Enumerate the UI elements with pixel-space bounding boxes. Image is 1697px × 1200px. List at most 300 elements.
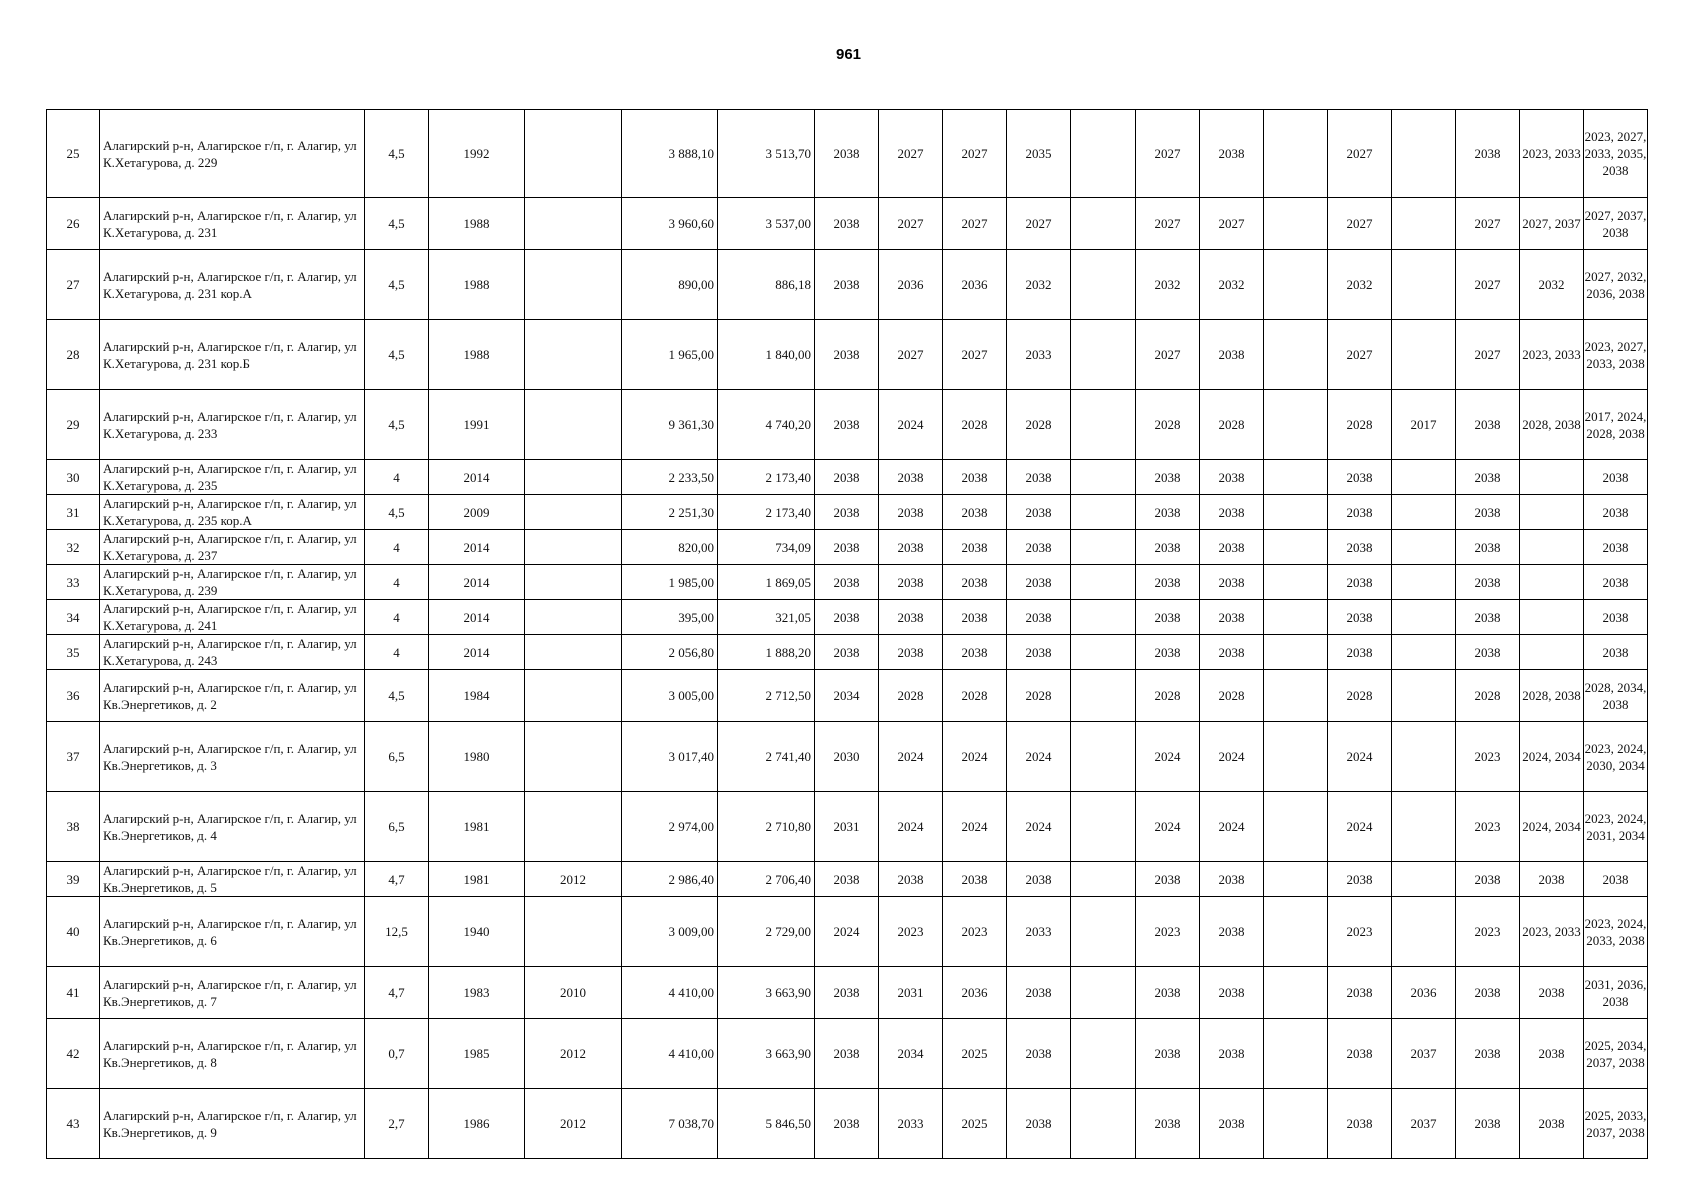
year-column-c12 (1071, 670, 1136, 722)
area-total-cell: 2 233,50 (622, 460, 718, 495)
area-total-cell: 3 960,60 (622, 198, 718, 250)
year-column-c12 (1071, 198, 1136, 250)
area-total-cell: 3 005,00 (622, 670, 718, 722)
year-built-cell: 1988 (429, 198, 525, 250)
year-column-c17 (1392, 792, 1456, 862)
year-column-c17 (1392, 862, 1456, 897)
year-column-c12 (1071, 792, 1136, 862)
year-column-c12 (1071, 390, 1136, 460)
year-column-c16: 2038 (1328, 460, 1392, 495)
year-column-c17: 2037 (1392, 1019, 1456, 1089)
year-column-c11: 2024 (1007, 722, 1071, 792)
year-column-c17: 2017 (1392, 390, 1456, 460)
row-number: 27 (47, 250, 100, 320)
table-row (47, 862, 1648, 897)
address-cell: Алагирский р-н, Алагирское г/п, г. Алагир, ул Кв.Энергетиков, д. 6 (100, 897, 365, 967)
area-living-cell: 2 173,40 (718, 460, 815, 495)
year-built-cell: 1991 (429, 390, 525, 460)
area-living-cell: 5 846,50 (718, 1089, 815, 1159)
year-column-c9: 2033 (879, 1089, 943, 1159)
year-column-c10: 2027 (943, 320, 1007, 390)
year-column-c20: 2023, 2027, 2033, 2038 (1584, 320, 1648, 390)
year-column-c9: 2024 (879, 390, 943, 460)
year-column-c17 (1392, 198, 1456, 250)
year-column-c19 (1520, 460, 1584, 495)
area-total-cell: 890,00 (622, 250, 718, 320)
year-column-c14: 2038 (1200, 967, 1264, 1019)
year-column-c8: 2034 (815, 670, 879, 722)
year-column-c8: 2038 (815, 635, 879, 670)
year-column-c11: 2038 (1007, 1089, 1071, 1159)
year-column-c13: 2038 (1136, 460, 1200, 495)
area-living-cell: 4 740,20 (718, 390, 815, 460)
year-column-c15 (1264, 495, 1328, 530)
year-column-c18: 2038 (1456, 495, 1520, 530)
year-column-c12 (1071, 862, 1136, 897)
year-column-c9: 2027 (879, 110, 943, 198)
year-column-c8: 2038 (815, 250, 879, 320)
year-column-c8: 2038 (815, 565, 879, 600)
year-column-c11: 2028 (1007, 670, 1071, 722)
year-column-c20: 2023, 2024, 2031, 2034 (1584, 792, 1648, 862)
year-column-c15 (1264, 320, 1328, 390)
address-cell: Алагирский р-н, Алагирское г/п, г. Алагир, ул Кв.Энергетиков, д. 8 (100, 1019, 365, 1089)
year-column-c10: 2036 (943, 967, 1007, 1019)
table-row (47, 110, 1648, 198)
year-column-c13: 2024 (1136, 792, 1200, 862)
year-column-c17 (1392, 600, 1456, 635)
year-column-c14: 2028 (1200, 390, 1264, 460)
year-column-c19 (1520, 565, 1584, 600)
year-cell (525, 110, 622, 198)
year-column-c15 (1264, 198, 1328, 250)
year-column-c9: 2034 (879, 1019, 943, 1089)
year-built-cell: 2014 (429, 635, 525, 670)
year-column-c15 (1264, 530, 1328, 565)
row-number: 30 (47, 460, 100, 495)
year-column-c17 (1392, 495, 1456, 530)
year-column-c10: 2038 (943, 600, 1007, 635)
year-column-c18: 2027 (1456, 250, 1520, 320)
row-number: 41 (47, 967, 100, 1019)
year-column-c18: 2038 (1456, 1019, 1520, 1089)
value-cell: 4 (365, 635, 429, 670)
year-column-c15 (1264, 897, 1328, 967)
address-cell: Алагирский р-н, Алагирское г/п, г. Алагир, ул К.Хетагурова, д. 231 (100, 198, 365, 250)
year-column-c14: 2038 (1200, 460, 1264, 495)
table-row (47, 1089, 1648, 1159)
year-column-c19 (1520, 600, 1584, 635)
year-column-c9: 2038 (879, 565, 943, 600)
year-column-c8: 2038 (815, 600, 879, 635)
table-row (47, 600, 1648, 635)
year-column-c11: 2028 (1007, 390, 1071, 460)
year-column-c11: 2038 (1007, 495, 1071, 530)
year-column-c18: 2023 (1456, 897, 1520, 967)
year-column-c20: 2031, 2036, 2038 (1584, 967, 1648, 1019)
value-cell: 4,7 (365, 862, 429, 897)
address-cell: Алагирский р-н, Алагирское г/п, г. Алагир, ул К.Хетагурова, д. 237 (100, 530, 365, 565)
year-cell: 2012 (525, 1019, 622, 1089)
year-column-c14: 2028 (1200, 670, 1264, 722)
address-cell: Алагирский р-н, Алагирское г/п, г. Алагир, ул Кв.Энергетиков, д. 4 (100, 792, 365, 862)
year-column-c16: 2038 (1328, 565, 1392, 600)
year-column-c17 (1392, 565, 1456, 600)
area-total-cell: 9 361,30 (622, 390, 718, 460)
address-cell: Алагирский р-н, Алагирское г/п, г. Алагир, ул К.Хетагурова, д. 243 (100, 635, 365, 670)
year-column-c14: 2032 (1200, 250, 1264, 320)
year-column-c8: 2038 (815, 1019, 879, 1089)
year-column-c12 (1071, 250, 1136, 320)
address-cell: Алагирский р-н, Алагирское г/п, г. Алагир, ул К.Хетагурова, д. 233 (100, 390, 365, 460)
value-cell: 4,5 (365, 495, 429, 530)
area-total-cell: 1 965,00 (622, 320, 718, 390)
year-column-c17 (1392, 320, 1456, 390)
year-built-cell: 1988 (429, 320, 525, 390)
year-column-c19: 2028, 2038 (1520, 390, 1584, 460)
year-column-c20: 2023, 2027, 2033, 2035, 2038 (1584, 110, 1648, 198)
year-column-c10: 2027 (943, 110, 1007, 198)
table-row (47, 792, 1648, 862)
year-column-c12 (1071, 897, 1136, 967)
year-column-c9: 2038 (879, 460, 943, 495)
row-number: 35 (47, 635, 100, 670)
year-built-cell: 2014 (429, 530, 525, 565)
year-column-c11: 2032 (1007, 250, 1071, 320)
year-column-c9: 2038 (879, 600, 943, 635)
year-column-c16: 2038 (1328, 495, 1392, 530)
area-total-cell: 3 009,00 (622, 897, 718, 967)
year-column-c13: 2024 (1136, 722, 1200, 792)
value-cell: 4,5 (365, 320, 429, 390)
year-built-cell: 1980 (429, 722, 525, 792)
year-column-c11: 2035 (1007, 110, 1071, 198)
year-column-c17 (1392, 635, 1456, 670)
year-column-c18: 2038 (1456, 1089, 1520, 1159)
year-column-c8: 2038 (815, 390, 879, 460)
value-cell: 4,5 (365, 390, 429, 460)
year-column-c15 (1264, 565, 1328, 600)
year-column-c8: 2038 (815, 495, 879, 530)
area-living-cell: 886,18 (718, 250, 815, 320)
year-column-c9: 2038 (879, 495, 943, 530)
year-column-c13: 2023 (1136, 897, 1200, 967)
year-built-cell: 1986 (429, 1089, 525, 1159)
area-total-cell: 820,00 (622, 530, 718, 565)
year-column-c13: 2038 (1136, 967, 1200, 1019)
year-column-c16: 2038 (1328, 530, 1392, 565)
year-built-cell: 1983 (429, 967, 525, 1019)
year-column-c16: 2024 (1328, 722, 1392, 792)
row-number: 25 (47, 110, 100, 198)
year-column-c11: 2038 (1007, 600, 1071, 635)
year-column-c18: 2038 (1456, 530, 1520, 565)
year-column-c13: 2038 (1136, 862, 1200, 897)
area-living-cell: 1 888,20 (718, 635, 815, 670)
year-column-c15 (1264, 250, 1328, 320)
address-cell: Алагирский р-н, Алагирское г/п, г. Алагир, ул Кв.Энергетиков, д. 7 (100, 967, 365, 1019)
year-column-c13: 2027 (1136, 320, 1200, 390)
year-column-c13: 2038 (1136, 1019, 1200, 1089)
year-column-c16: 2027 (1328, 198, 1392, 250)
area-total-cell: 395,00 (622, 600, 718, 635)
year-column-c17 (1392, 722, 1456, 792)
year-column-c11: 2027 (1007, 198, 1071, 250)
year-column-c20: 2028, 2034, 2038 (1584, 670, 1648, 722)
housing-registry-table (46, 109, 1648, 1159)
year-column-c9: 2024 (879, 792, 943, 862)
value-cell: 6,5 (365, 722, 429, 792)
table-body (47, 110, 1648, 1159)
year-column-c13: 2032 (1136, 250, 1200, 320)
year-column-c20: 2027, 2037, 2038 (1584, 198, 1648, 250)
year-cell (525, 722, 622, 792)
area-living-cell: 2 706,40 (718, 862, 815, 897)
year-column-c9: 2038 (879, 635, 943, 670)
year-column-c10: 2038 (943, 460, 1007, 495)
area-total-cell: 1 985,00 (622, 565, 718, 600)
year-column-c11: 2033 (1007, 897, 1071, 967)
year-column-c15 (1264, 862, 1328, 897)
table-row (47, 390, 1648, 460)
year-column-c20: 2023, 2024, 2030, 2034 (1584, 722, 1648, 792)
page-number: 961 (835, 46, 862, 63)
year-column-c20: 2038 (1584, 530, 1648, 565)
year-column-c20: 2038 (1584, 862, 1648, 897)
area-total-cell: 3 888,10 (622, 110, 718, 198)
value-cell: 4 (365, 600, 429, 635)
row-number: 26 (47, 198, 100, 250)
year-column-c17 (1392, 530, 1456, 565)
row-number: 34 (47, 600, 100, 635)
year-column-c8: 2038 (815, 110, 879, 198)
year-cell (525, 600, 622, 635)
year-column-c17 (1392, 110, 1456, 198)
year-built-cell: 1988 (429, 250, 525, 320)
year-column-c16: 2032 (1328, 250, 1392, 320)
year-column-c9: 2027 (879, 198, 943, 250)
year-column-c12 (1071, 1089, 1136, 1159)
area-living-cell: 3 663,90 (718, 1019, 815, 1089)
year-column-c9: 2027 (879, 320, 943, 390)
table-row (47, 967, 1648, 1019)
address-cell: Алагирский р-н, Алагирское г/п, г. Алагир, ул Кв.Энергетиков, д. 9 (100, 1089, 365, 1159)
year-column-c17 (1392, 250, 1456, 320)
row-number: 28 (47, 320, 100, 390)
year-column-c8: 2024 (815, 897, 879, 967)
year-column-c19: 2038 (1520, 967, 1584, 1019)
year-column-c20: 2017, 2024, 2028, 2038 (1584, 390, 1648, 460)
year-column-c12 (1071, 1019, 1136, 1089)
address-cell: Алагирский р-н, Алагирское г/п, г. Алагир, ул К.Хетагурова, д. 229 (100, 110, 365, 198)
year-column-c9: 2038 (879, 530, 943, 565)
year-column-c13: 2038 (1136, 530, 1200, 565)
year-column-c18: 2038 (1456, 565, 1520, 600)
year-column-c18: 2023 (1456, 722, 1520, 792)
year-column-c14: 2038 (1200, 565, 1264, 600)
year-column-c10: 2038 (943, 565, 1007, 600)
table-row (47, 1019, 1648, 1089)
year-column-c8: 2038 (815, 967, 879, 1019)
address-cell: Алагирский р-н, Алагирское г/п, г. Алагир, ул К.Хетагурова, д. 239 (100, 565, 365, 600)
table-row (47, 460, 1648, 495)
year-column-c19 (1520, 530, 1584, 565)
year-column-c14: 2038 (1200, 635, 1264, 670)
year-column-c14: 2038 (1200, 1019, 1264, 1089)
year-column-c17: 2037 (1392, 1089, 1456, 1159)
year-column-c10: 2038 (943, 635, 1007, 670)
year-cell (525, 792, 622, 862)
year-column-c12 (1071, 600, 1136, 635)
value-cell: 4 (365, 565, 429, 600)
value-cell: 4,5 (365, 110, 429, 198)
year-column-c19: 2038 (1520, 1089, 1584, 1159)
year-column-c15 (1264, 390, 1328, 460)
year-column-c10: 2038 (943, 495, 1007, 530)
year-built-cell: 2014 (429, 565, 525, 600)
year-column-c15 (1264, 967, 1328, 1019)
year-column-c10: 2038 (943, 862, 1007, 897)
year-column-c11: 2038 (1007, 862, 1071, 897)
year-column-c16: 2028 (1328, 390, 1392, 460)
year-column-c10: 2023 (943, 897, 1007, 967)
table-row (47, 635, 1648, 670)
area-total-cell: 4 410,00 (622, 1019, 718, 1089)
value-cell: 0,7 (365, 1019, 429, 1089)
year-column-c16: 2038 (1328, 600, 1392, 635)
table-row (47, 565, 1648, 600)
year-column-c10: 2028 (943, 390, 1007, 460)
year-column-c18: 2027 (1456, 198, 1520, 250)
year-column-c10: 2027 (943, 198, 1007, 250)
row-number: 33 (47, 565, 100, 600)
year-column-c14: 2038 (1200, 600, 1264, 635)
year-column-c14: 2038 (1200, 862, 1264, 897)
year-cell (525, 495, 622, 530)
year-column-c20: 2038 (1584, 565, 1648, 600)
year-column-c15 (1264, 1019, 1328, 1089)
year-column-c11: 2038 (1007, 1019, 1071, 1089)
year-column-c12 (1071, 565, 1136, 600)
year-built-cell: 1992 (429, 110, 525, 198)
area-total-cell: 7 038,70 (622, 1089, 718, 1159)
year-column-c11: 2038 (1007, 460, 1071, 495)
year-column-c10: 2028 (943, 670, 1007, 722)
row-number: 38 (47, 792, 100, 862)
year-column-c8: 2038 (815, 320, 879, 390)
area-total-cell: 2 974,00 (622, 792, 718, 862)
year-column-c15 (1264, 1089, 1328, 1159)
row-number: 32 (47, 530, 100, 565)
year-column-c18: 2038 (1456, 390, 1520, 460)
year-column-c8: 2038 (815, 198, 879, 250)
year-column-c12 (1071, 635, 1136, 670)
year-column-c8: 2038 (815, 530, 879, 565)
year-column-c8: 2038 (815, 460, 879, 495)
year-column-c15 (1264, 110, 1328, 198)
year-column-c20: 2038 (1584, 635, 1648, 670)
year-built-cell: 2009 (429, 495, 525, 530)
year-cell (525, 460, 622, 495)
year-column-c20: 2038 (1584, 495, 1648, 530)
table-row (47, 722, 1648, 792)
year-column-c20: 2025, 2033, 2037, 2038 (1584, 1089, 1648, 1159)
year-column-c14: 2038 (1200, 495, 1264, 530)
year-column-c19 (1520, 495, 1584, 530)
year-built-cell: 1981 (429, 862, 525, 897)
year-column-c19: 2032 (1520, 250, 1584, 320)
year-column-c14: 2038 (1200, 530, 1264, 565)
year-column-c18: 2027 (1456, 320, 1520, 390)
year-cell (525, 320, 622, 390)
year-column-c18: 2038 (1456, 635, 1520, 670)
year-column-c8: 2038 (815, 1089, 879, 1159)
year-column-c18: 2038 (1456, 862, 1520, 897)
year-column-c16: 2038 (1328, 862, 1392, 897)
row-number: 29 (47, 390, 100, 460)
year-column-c10: 2038 (943, 530, 1007, 565)
year-column-c19: 2023, 2033 (1520, 320, 1584, 390)
area-living-cell: 3 513,70 (718, 110, 815, 198)
area-living-cell: 2 710,80 (718, 792, 815, 862)
year-column-c10: 2025 (943, 1019, 1007, 1089)
year-column-c20: 2027, 2032, 2036, 2038 (1584, 250, 1648, 320)
year-column-c19: 2038 (1520, 1019, 1584, 1089)
year-column-c19: 2024, 2034 (1520, 722, 1584, 792)
year-column-c8: 2030 (815, 722, 879, 792)
year-column-c16: 2038 (1328, 1089, 1392, 1159)
year-cell (525, 198, 622, 250)
year-column-c15 (1264, 600, 1328, 635)
year-column-c19: 2027, 2037 (1520, 198, 1584, 250)
area-living-cell: 734,09 (718, 530, 815, 565)
year-column-c13: 2028 (1136, 670, 1200, 722)
table-row (47, 198, 1648, 250)
year-built-cell: 1984 (429, 670, 525, 722)
year-column-c13: 2038 (1136, 600, 1200, 635)
year-column-c16: 2027 (1328, 320, 1392, 390)
year-column-c18: 2028 (1456, 670, 1520, 722)
area-total-cell: 3 017,40 (622, 722, 718, 792)
year-column-c19: 2024, 2034 (1520, 792, 1584, 862)
year-column-c11: 2024 (1007, 792, 1071, 862)
area-living-cell: 3 663,90 (718, 967, 815, 1019)
year-cell (525, 635, 622, 670)
year-column-c10: 2025 (943, 1089, 1007, 1159)
year-column-c16: 2024 (1328, 792, 1392, 862)
year-column-c19 (1520, 635, 1584, 670)
value-cell: 4 (365, 460, 429, 495)
address-cell: Алагирский р-н, Алагирское г/п, г. Алагир, ул К.Хетагурова, д. 235 (100, 460, 365, 495)
year-cell: 2010 (525, 967, 622, 1019)
year-column-c15 (1264, 792, 1328, 862)
row-number: 42 (47, 1019, 100, 1089)
year-column-c9: 2031 (879, 967, 943, 1019)
address-cell: Алагирский р-н, Алагирское г/п, г. Алагир, ул К.Хетагурова, д. 241 (100, 600, 365, 635)
year-column-c11: 2038 (1007, 530, 1071, 565)
area-total-cell: 2 251,30 (622, 495, 718, 530)
year-built-cell: 1981 (429, 792, 525, 862)
area-total-cell: 2 986,40 (622, 862, 718, 897)
year-column-c12 (1071, 967, 1136, 1019)
year-column-c20: 2038 (1584, 600, 1648, 635)
year-built-cell: 2014 (429, 600, 525, 635)
year-column-c16: 2027 (1328, 110, 1392, 198)
area-living-cell: 2 173,40 (718, 495, 815, 530)
table-row (47, 670, 1648, 722)
year-column-c19: 2023, 2033 (1520, 897, 1584, 967)
area-living-cell: 2 712,50 (718, 670, 815, 722)
